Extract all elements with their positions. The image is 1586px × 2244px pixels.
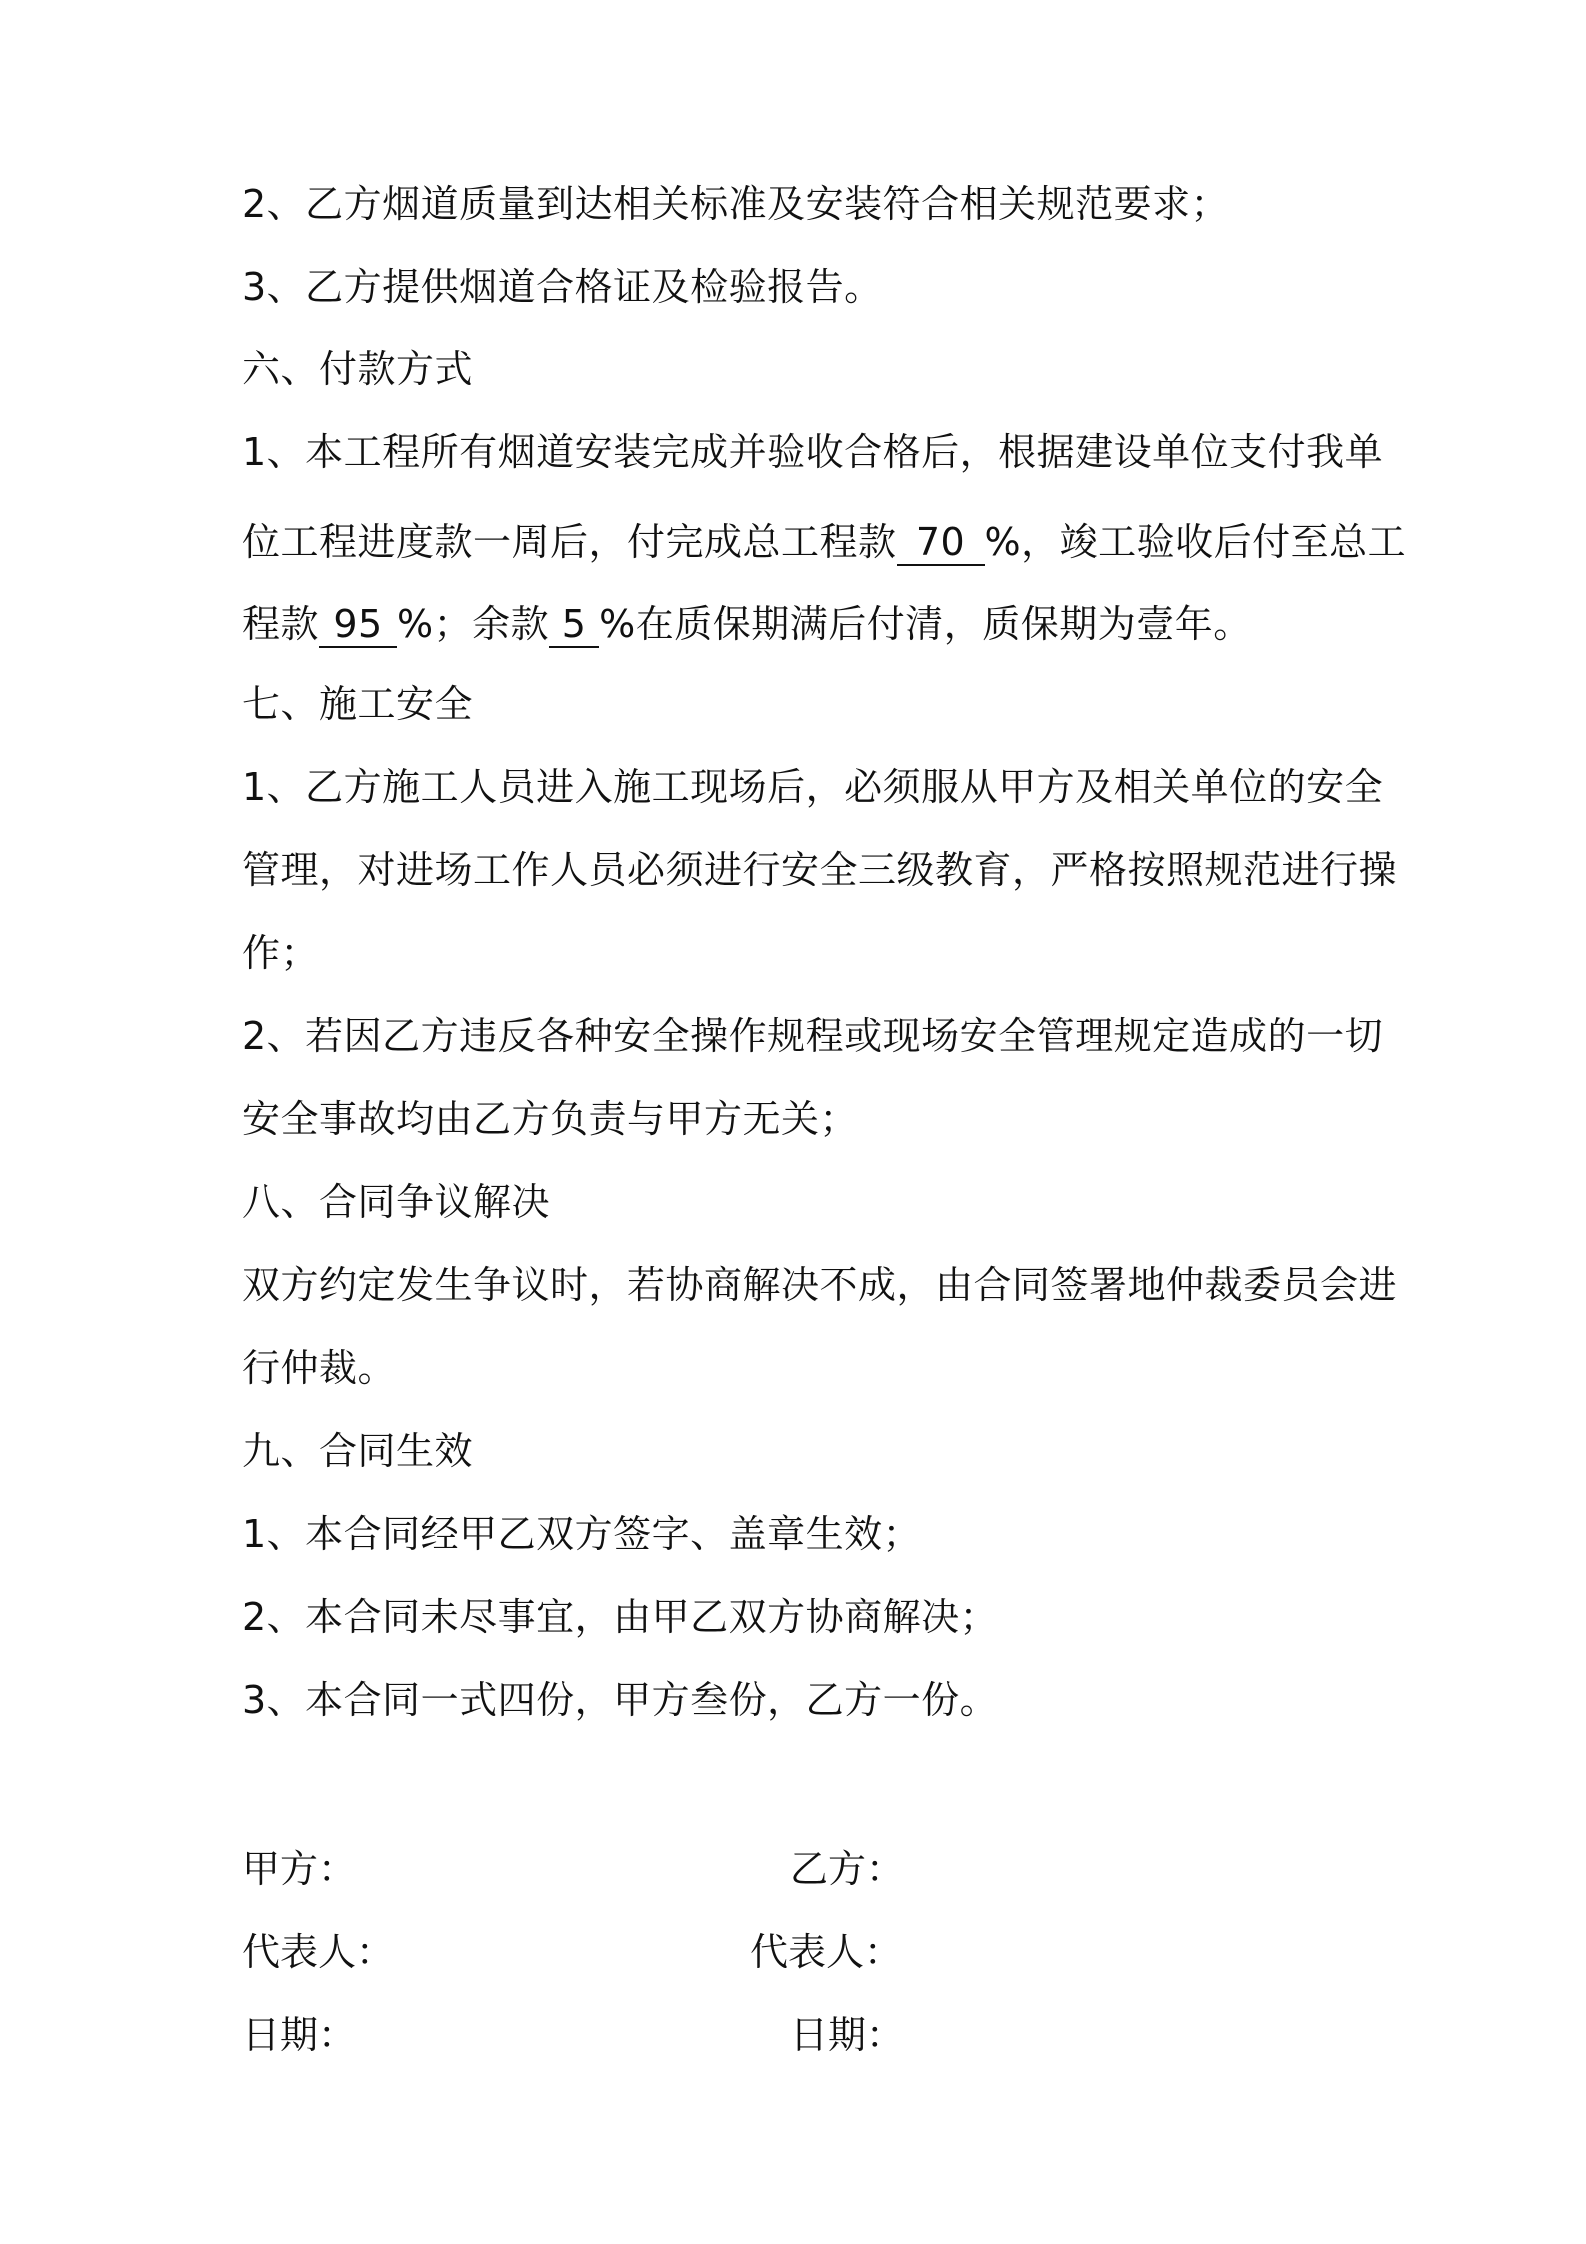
- date-a-label: 日期：: [242, 2013, 357, 2057]
- section8-line1: 双方约定发生争议时，若协商解决不成，由合同签署地仲裁委员会进: [242, 1263, 1398, 1307]
- party-b-label: 乙方：: [790, 1847, 905, 1891]
- section6-line2-prefix: 位工程进度款一周后，付完成总工程款: [242, 520, 897, 564]
- party-a-label: 甲方：: [242, 1847, 357, 1891]
- section7-item1-line3: 作；: [242, 931, 320, 975]
- section6-line2-suffix: %，竣工验收后付至总工: [984, 520, 1407, 564]
- section6-line3-prefix: 程款: [242, 602, 320, 646]
- payment-progress-percent: 70: [897, 520, 985, 566]
- section6-line3-mid: %；余款: [397, 602, 550, 646]
- section6-line3: [242, 600, 1252, 648]
- section7-item1-line1: 1、乙方施工人员进入施工现场后，必须服从甲方及相关单位的安全: [242, 765, 1384, 809]
- section8-heading: 八、合同争议解决: [242, 1180, 551, 1224]
- section9-item1: 1、本合同经甲乙双方签字、盖章生效；: [242, 1512, 922, 1556]
- payment-completion-percent: 95: [319, 602, 397, 648]
- section5-item2: 2、乙方烟道质量到达相关标准及安装符合相关规范要求；: [242, 182, 1230, 226]
- section6-line3-suffix: %在质保期满后付清，质保期为壹年。: [599, 602, 1252, 646]
- section7-heading: 七、施工安全: [242, 682, 474, 726]
- rep-a-label: 代表人：: [242, 1930, 395, 1974]
- section5-item3: 3、乙方提供烟道合格证及检验报告。: [242, 265, 883, 309]
- section7-item1-line2: 管理，对进场工作人员必须进行安全三级教育，严格按照规范进行操: [242, 848, 1398, 892]
- section7-item2-line2: 安全事故均由乙方负责与甲方无关；: [242, 1097, 859, 1141]
- date-b-label: 日期：: [790, 2013, 905, 2057]
- section9-item3: 3、本合同一式四份，甲方叁份，乙方一份。: [242, 1678, 999, 1722]
- section9-heading: 九、合同生效: [242, 1429, 474, 1473]
- retention-percent: 5: [549, 602, 599, 648]
- section6-heading: 六、付款方式: [242, 347, 474, 391]
- section7-item2-line1: 2、若因乙方违反各种安全操作规程或现场安全管理规定造成的一切: [242, 1014, 1384, 1058]
- section6-line1: 1、本工程所有烟道安装完成并验收合格后，根据建设单位支付我单: [242, 430, 1384, 474]
- rep-b-label: 代表人：: [750, 1930, 903, 1974]
- section8-line2: 行仲裁。: [242, 1346, 397, 1390]
- section9-item2: 2、本合同未尽事宜，由甲乙双方协商解决；: [242, 1595, 999, 1639]
- section6-line2: [242, 518, 1406, 566]
